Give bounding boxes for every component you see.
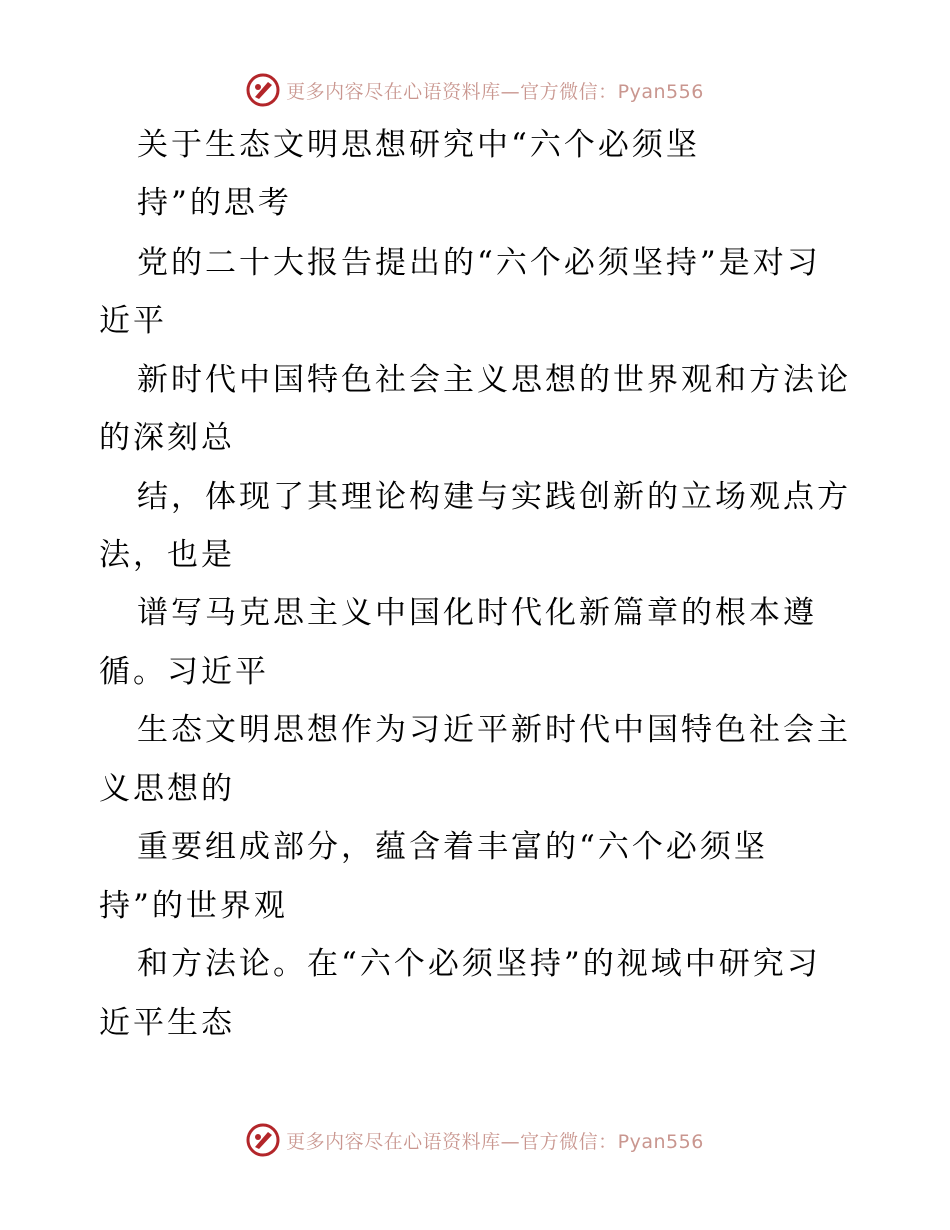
text-line: 近平	[99, 303, 167, 339]
text-line: 党的二十大报告提出的“六个必须坚持”是对习	[137, 245, 821, 281]
text-line: 重要组成部分，蕴含着丰富的“六个必须坚	[137, 829, 768, 865]
text-line: 生态文明思想作为习近平新时代中国特色社会主	[137, 712, 851, 748]
red-logo-icon	[246, 1123, 280, 1157]
text-line: 结，体现了其理论构建与实践创新的立场观点方	[137, 479, 851, 515]
text-line: 近平生态	[99, 1005, 235, 1041]
text-line: 谱写马克思主义中国化时代化新篇章的根本遵	[137, 595, 817, 631]
text-line: 关于生态文明思想研究中“六个必须坚	[137, 127, 700, 163]
text-line: 的深刻总	[99, 420, 235, 456]
header-banner-text: 更多内容尽在心语资料库—官方微信：Pyan556	[286, 80, 704, 103]
header-banner	[0, 70, 950, 110]
red-logo-icon	[246, 73, 280, 107]
text-line: 义思想的	[99, 771, 235, 807]
text-line: 和方法论。在“六个必须坚持”的视域中研究习	[137, 946, 821, 982]
text-line: 法，也是	[99, 537, 235, 573]
text-line: 循。习近平	[99, 654, 269, 690]
footer-banner-text: 更多内容尽在心语资料库—官方微信：Pyan556	[286, 1130, 704, 1153]
text-line: 新时代中国特色社会主义思想的世界观和方法论	[137, 362, 851, 398]
footer-banner	[0, 1120, 950, 1160]
text-line: 持”的思考	[137, 185, 292, 221]
text-line: 持”的世界观	[99, 888, 288, 924]
